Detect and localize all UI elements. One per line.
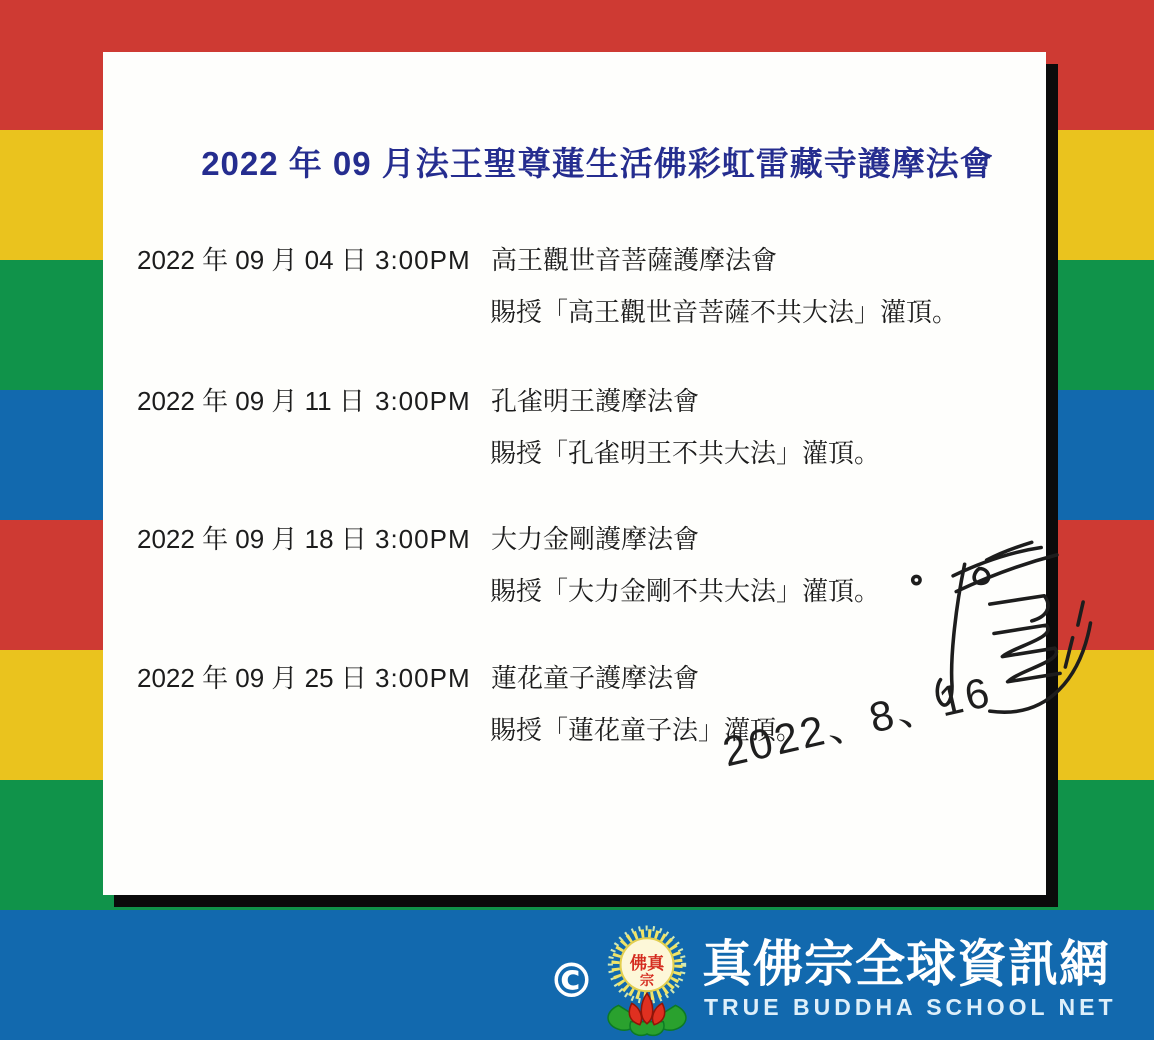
- entry-time: 3:00PM: [375, 245, 471, 275]
- true-buddha-school-logo: [596, 924, 698, 1040]
- entry-time: 3:00PM: [375, 386, 471, 416]
- logo-chars-top: 佛真: [629, 952, 665, 973]
- logo-chars-bottom: 宗: [639, 973, 655, 990]
- entry-event: 孔雀明王護摩法會: [491, 386, 700, 416]
- entry-date: 2022 年 09 月 18 日: [137, 524, 367, 554]
- entry-date: 2022 年 09 月 11 日: [137, 386, 365, 416]
- footer-banner: [0, 910, 1154, 1040]
- copyright-symbol: ©: [548, 954, 595, 1009]
- entry-date: 2022 年 09 月 04 日: [137, 245, 367, 275]
- notice-title: 2022 年 09 月法王聖尊蓮生活佛彩虹雷藏寺護摩法會: [201, 145, 994, 182]
- entry-detail: 賜授「孔雀明王不共大法」灌頂。: [490, 438, 881, 468]
- entry-time: 3:00PM: [375, 663, 471, 693]
- entry-detail: 賜授「高王觀世音菩薩不共大法」灌頂。: [490, 297, 959, 327]
- entry-event: 大力金剛護摩法會: [491, 524, 700, 554]
- schedule-entry: [137, 381, 1036, 470]
- entry-detail: 賜授「大力金剛不共大法」灌頂。: [490, 576, 881, 606]
- entry-event: 高王觀世音菩薩護摩法會: [491, 245, 778, 275]
- entry-time: 3:00PM: [375, 524, 471, 554]
- site-name-english: TRUE BUDDHA SCHOOL NET: [704, 994, 1117, 1020]
- entry-detail: 賜授「蓮花童子法」灌頂。: [490, 715, 803, 745]
- handwritten-date: 2022、8、16: [718, 667, 997, 776]
- entry-date: 2022 年 09 月 25 日: [137, 663, 367, 693]
- site-name-chinese: 真佛宗全球資訊網: [702, 936, 1110, 992]
- signature-dot: [913, 576, 920, 583]
- notice-paper: [103, 52, 1046, 895]
- schedule-entry: [137, 240, 1036, 329]
- entry-event: 蓮花童子護摩法會: [491, 663, 700, 693]
